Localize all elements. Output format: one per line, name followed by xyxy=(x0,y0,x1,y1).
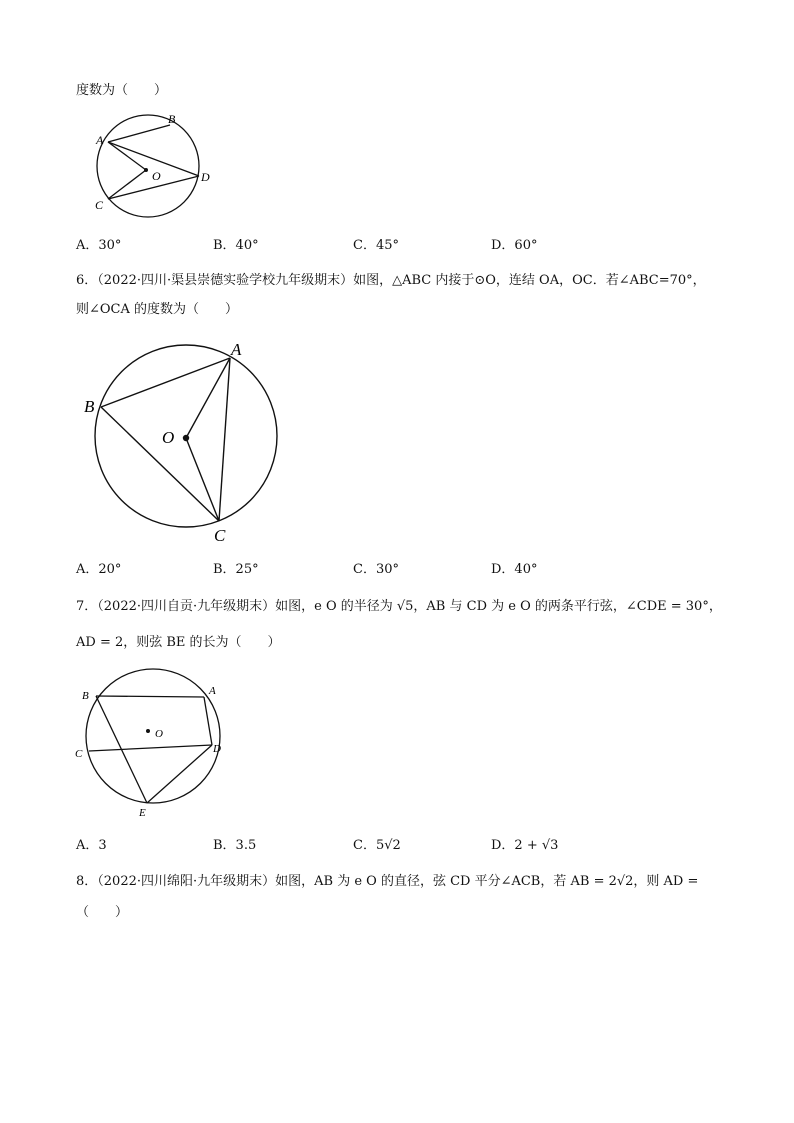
q7-circle-figure xyxy=(70,660,240,818)
q7-label-o: O xyxy=(155,728,163,740)
q7-label-e: E xyxy=(139,807,146,818)
q6-question-line1: 6．（2022·四川·渠县崇德实验学校九年级期末）如图，△ABC 内接于⊙O，连结 OA，OC．若∠ABC=70°， xyxy=(76,273,706,288)
q5-label-c: C xyxy=(95,198,104,212)
q7-option-b: B．3.5 xyxy=(213,838,257,853)
q5-question-tail: 度数为（ ） xyxy=(76,83,168,98)
q5-option-b: B．40° xyxy=(213,238,259,253)
q5-option-a: A．30° xyxy=(76,238,122,253)
q5-label-d: D xyxy=(201,170,210,184)
q7-label-d: D xyxy=(213,743,221,755)
q5-option-c: C．45° xyxy=(353,238,399,253)
q7-label-a: A xyxy=(209,685,216,697)
q6-option-a: A．20° xyxy=(76,562,122,577)
q5-label-b: B xyxy=(168,112,176,126)
q6-option-c: C．30° xyxy=(353,562,399,577)
q6-label-a: A xyxy=(231,340,242,359)
q7-option-c: C．5√2 xyxy=(353,838,401,853)
q6-label-b: B xyxy=(84,397,95,416)
q8-question-line2: （ ） xyxy=(76,905,129,920)
q6-circle-figure xyxy=(78,335,298,550)
q7-option-d: D．2 + √3 xyxy=(491,838,559,853)
q7-label-c: C xyxy=(75,748,83,760)
q6-label-o: O xyxy=(162,428,175,447)
q6-question-line2: 则∠OCA 的度数为（ ） xyxy=(76,302,239,317)
q7-question-line1: 7．（2022·四川自贡·九年级期末）如图，e O 的半径为 √5，AB 与 CD 为 e O 的两条平行弦，∠CDE = 30°， xyxy=(76,599,722,614)
q5-circle-figure xyxy=(88,108,228,220)
q6-option-b: B．25° xyxy=(213,562,259,577)
q6-label-c: C xyxy=(214,526,226,545)
q6-option-d: D．40° xyxy=(491,562,538,577)
q5-option-d: D．60° xyxy=(491,238,538,253)
q7-option-a: A．3 xyxy=(76,838,107,853)
q8-question-line1: 8．（2022·四川绵阳·九年级期末）如图，AB 为 e O 的直径，弦 CD 平分∠ACB，若 AB = 2√2，则 AD = xyxy=(76,874,699,889)
q7-question-line2: AD = 2，则弦 BE 的长为（ ） xyxy=(76,635,281,650)
q7-label-b: B xyxy=(82,690,89,702)
q5-label-o: O xyxy=(152,169,161,183)
q5-label-a: A xyxy=(96,133,104,147)
